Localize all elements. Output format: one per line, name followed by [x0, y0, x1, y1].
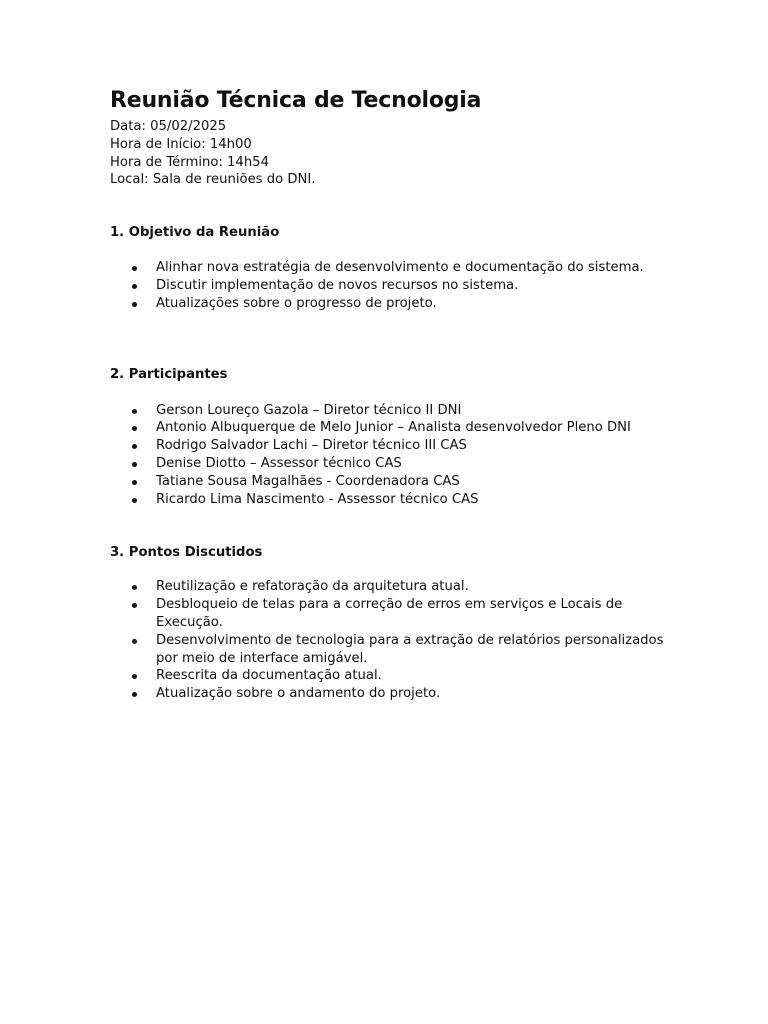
bullet-icon: [132, 639, 137, 644]
bullet-icon: [132, 302, 137, 307]
meeting-location: Local: Sala de reuniões do DNI.: [110, 172, 316, 188]
document-title: Reunião Técnica de Tecnologia: [110, 88, 482, 113]
list-item-text: Antonio Albuquerque de Melo Junior – Analista desenvolvedor Pleno DNI: [156, 420, 631, 436]
bullet-icon: [132, 603, 137, 608]
list-item: [110, 596, 670, 632]
list-item-text: Rodrigo Salvador Lachi – Diretor técnico III CAS: [156, 438, 467, 454]
bullet-icon: [132, 426, 137, 431]
list-item-text: Atualizações sobre o progresso de projeto.: [156, 295, 437, 311]
bullet-icon: [132, 284, 137, 289]
objective-list: [110, 259, 670, 312]
list-item: [110, 578, 670, 596]
list-item: [110, 473, 670, 491]
section-heading-objective: 1. Objetivo da Reunião: [110, 225, 280, 241]
bullet-icon: [132, 498, 137, 503]
list-item-text: Reutilização e refatoração da arquitetura atual.: [156, 579, 469, 595]
list-item-text: Ricardo Lima Nascimento - Assessor técnico CAS: [156, 491, 479, 507]
list-item-text: Atualização sobre o andamento do projeto.: [156, 686, 441, 702]
list-item: [110, 455, 670, 473]
list-item-text: Reescrita da documentação atual.: [156, 668, 382, 684]
bullet-icon: [132, 462, 137, 467]
bullet-icon: [132, 480, 137, 485]
bullet-icon: [132, 444, 137, 449]
list-item: [110, 437, 670, 455]
bullet-icon: [132, 266, 137, 271]
document-page: [110, 86, 670, 703]
list-item-text: Desbloqueio de telas para a correção de erros em serviços e Locais de Execução.: [156, 597, 623, 630]
list-item-text: Gerson Loureço Gazola – Diretor técnico II DNI: [156, 402, 462, 418]
list-item-text: Denise Diotto – Assessor técnico CAS: [156, 455, 402, 471]
list-item: [110, 259, 670, 277]
list-item: [110, 402, 670, 420]
list-item: [110, 667, 670, 685]
list-item: [110, 419, 670, 437]
meeting-end-time: Hora de Término: 14h54: [110, 154, 269, 170]
participants-list: [110, 402, 670, 509]
bullet-icon: [132, 585, 137, 590]
meeting-start-time: Hora de Início: 14h00: [110, 136, 252, 152]
meeting-date: Data: 05/02/2025: [110, 119, 227, 134]
bullet-icon: [132, 692, 137, 697]
list-item: [110, 277, 670, 295]
list-item: [110, 491, 670, 509]
section-heading-discussed: 3. Pontos Discutidos: [110, 545, 263, 561]
section-heading-participants: 2. Participantes: [110, 366, 228, 382]
list-item: [110, 685, 670, 703]
list-item-text: Discutir implementação de novos recursos no sistema.: [156, 277, 519, 293]
list-item: [110, 295, 670, 313]
bullet-icon: [132, 674, 137, 679]
list-item-text: Alinhar nova estratégia de desenvolvimento e documentação do sistema.: [156, 260, 644, 276]
discussed-list: [110, 578, 670, 703]
list-item-text: Desenvolvimento de tecnologia para a extração de relatórios personalizados por meio de interface amigável.: [156, 632, 664, 666]
list-item-text: Tatiane Sousa Magalhães - Coordenadora CAS: [156, 473, 460, 489]
bullet-icon: [132, 409, 137, 414]
list-item: [110, 632, 670, 668]
